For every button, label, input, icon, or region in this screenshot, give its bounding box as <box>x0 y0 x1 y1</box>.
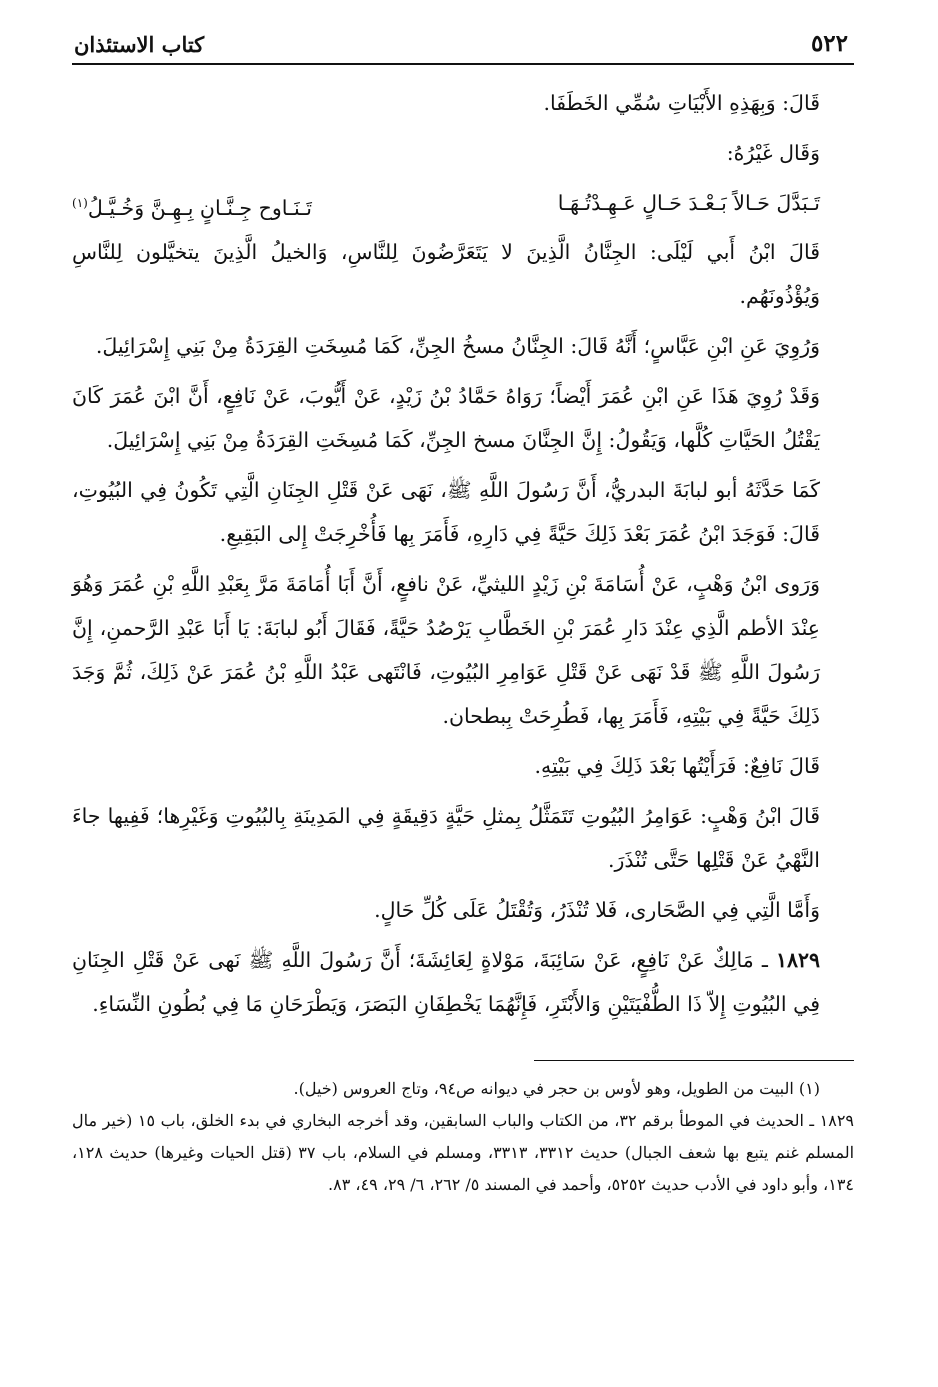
verse-second-text: تَـنَـاوح جِـنَّـانٍ بِـهِـنَّ وَخُـيَّـلُ <box>87 195 312 220</box>
poetry-verse <box>72 181 854 230</box>
footnote-2: ١٨٢٩ ـ الحديث في الموطأ برقم ٣٢، من الكتاب والباب السابقين، وقد أخرجه البخاري في بدء الخلق، باب ١٥ (خير مال المسلم غنم يتبع بها شعف الجبال) حديث ٣٣١٢، ٣٣١٣، ومسلم في السلام، باب ٣٧ (قتل الحيات وغيرها) حديث ١٢٨، ١٣٤، وأبو داود في الأدب حديث ٥٢٥٢، وأحمد في المسند ٥/ ٢٦٢، ٦/ ٢٩، ٤٩، ٨٣. <box>72 1110 855 1194</box>
verse-first-hemistich <box>558 181 820 230</box>
header-rule <box>72 63 854 65</box>
paragraph-9: قَالَ ابْنُ وَهْبٍ: عَوَامِرُ البُيُوتِ تَتَمَثَّلُ بِمثلِ حَيَّةٍ دَقِيقَةٍ فِي المَدِينَةِ بِالبُيُوتِ وَغَيْرِها؛ فَفِيها جاءَ النَّهْيُ عَنْ قَتْلِها حَتَّى تُنْذَرَ. <box>72 803 820 872</box>
page-number: ٥٢٢ <box>810 30 848 57</box>
paragraph-8: قَالَ نَافِعٌ: فَرَأَيْتُها بَعْدَ ذَلِكَ فِي بَيْتِهِ. <box>534 753 820 778</box>
paragraph-6: كَمَا حَدَّثَهُ أبو لبابَةَ البدريُّ، أَنَّ رَسُولَ اللَّهِ ﷺ، نَهَى عَنْ قَتْلِ الجِنَانِ الَّتِي تَكُونُ فِي البُيُوتِ، قَالَ: فَوَجَدَ ابْنُ عُمَرَ بَعْدَ ذَلِكَ حَيَّةً فِي دَارِهِ، فَأَمَرَ بِها فَأُخْرِجَتْ إِلى البَقِيعِ. <box>72 477 820 546</box>
paragraph-5: وَقَدْ رُوِيَ هَذَا عَنِ ابْنِ عُمَرَ أَيْضاً؛ رَوَاهُ حَمَّادُ بْنُ زَيْدٍ، عَنْ أَيُّوبَ، عَنْ نَافِعٍ، أَنَّ ابْنَ عُمَرَ كَانَ يَقْتُلُ الحَيَّاتِ كُلَّها، وَيَقُولُ: إِنَّ الجِنَّانَ مسخ الجِنِّ، كَمَا مُسِخَتِ القِرَدَةُ مِنْ بَنِي إِسْرَائِيلَ. <box>72 383 820 452</box>
footnote-1: (١) البيت من الطويل، وهو لأوس بن حجر في ديوانه ص٩٤، وتاج العروس (خيل). <box>293 1078 820 1098</box>
paragraph-2: وَقَال غَيْرُهُ: <box>726 141 820 165</box>
hadith-paragraph <box>72 938 854 1026</box>
hadith-number: ١٨٢٩ <box>775 947 820 972</box>
main-text <box>72 81 854 1026</box>
verse-second-hemistich <box>72 181 312 230</box>
book-title: كتاب الاستئذان <box>74 32 205 57</box>
verse-first-text: تَـبَدَّلَ حَـالاً بَـعْـدَ حَـالٍ عَـهِـدْتُـهَـا <box>557 191 820 215</box>
paragraph-1: قَالَ: وَبِهَذِهِ الأَبْيَاتِ سُمِّي الخَطَفَا. <box>543 91 820 115</box>
footnote-rule <box>534 1060 854 1061</box>
running-header <box>72 30 854 63</box>
paragraph-10: وَأَمَّا الَّتِي فِي الصَّحَارى، فَلا تُنْذَرُ، وَتُقْتَلُ عَلَى كُلِّ حَالٍ. <box>374 897 820 922</box>
paragraph-4: وَرُوِيَ عَنِ ابْنِ عَبَّاسٍ؛ أَنَّهُ قَالَ: الجِنَّانُ مسخُ الجِنِّ، كَمَا مُسِخَتِ القِرَدَةُ مِنْ بَنِي إِسْرَائِيلَ. <box>95 333 820 358</box>
footnotes <box>72 1073 854 1201</box>
hadith-text: ـ مَالِكٌ عَنْ نَافِعٍ، عَنْ سَائِبَةَ، مَوْلاةٍ لِعَائِشَةَ؛ أَنَّ رَسُولَ اللَّهِ ﷺ نَهى عَنْ قَتْلِ الجِنَانِ فِي البُيُوتِ إِلاّ ذَا الطُّفْيَتَيْنِ وَالأَبْتَرِ، فَإِنَّهُمَا يَخْطِفَانِ البَصَرَ، وَيَطْرَحَانِ مَا فِي بُطُونِ النِّسَاءِ. <box>72 947 820 1016</box>
footnote-ref-1[interactable]: (١) <box>72 196 88 210</box>
paragraph-7: وَرَوى ابْنُ وَهْبٍ، عَنْ أُسَامَةَ بْنِ زَيْدٍ الليثيِّ، عَنْ نافعٍ، أَنَّ أَبَا أُمَامَةَ مَرَّ بِعَبْدِ اللَّهِ بْنِ عُمَرَ وَهُوَ عِنْدَ الأطم الَّذِي عِنْدَ دَارِ عُمَرَ بْنِ الخَطَّابِ يَرْصُدُ حَيَّةً، فَقَالَ أَبُو لبابَةَ: يَا أَبَا عَبْدِ الرَّحمنِ، إِنَّ رَسُولَ اللَّهِ ﷺ قَدْ نَهَى عَنْ قَتْلِ عَوَامِرِ البُيُوتِ، فَانْتَهى عَبْدُ اللَّهِ بْنُ عُمَرَ عَنْ ذَلِكَ، ثُمَّ وَجَدَ ذَلِكَ حَيَّةً فِي بَيْتِهِ، فَأَمَرَ بِها، فَطُرِحَتْ بِبطحان. <box>72 571 820 728</box>
paragraph-3: قَالَ ابْنُ أَبي لَيْلَى: الجِنَّانُ الَّذِينَ لا يَتَعَرَّضُونَ لِلنَّاسِ، وَالخيلُ الَّذِينَ يتخيَّلون لِلنَّاسِ وَيُؤْذُونَهُم. <box>72 239 820 308</box>
